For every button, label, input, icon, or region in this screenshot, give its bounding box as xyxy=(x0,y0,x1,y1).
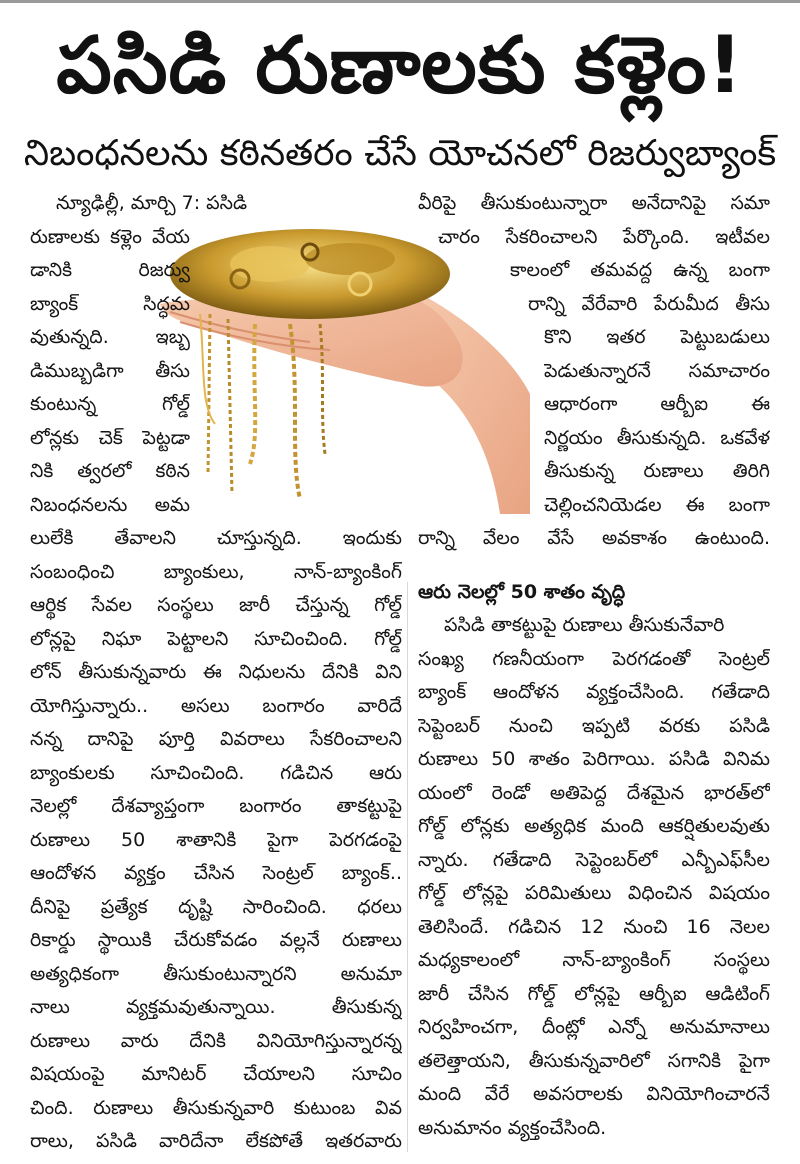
section-heading: ఆరు నెలల్లో 50 శాతం వృద్ధి xyxy=(418,580,626,603)
column1-line: చింది. రుణాలు తీసుకున్నవారి కుటుంబ వివ xyxy=(30,1096,402,1119)
column1-line: న్యూఢిల్లీ, మార్చి 7: పసిడి xyxy=(56,192,248,214)
column2-line: వీరిపై తీసుకుంటున్నారా అనేదానిపై సమా xyxy=(418,192,770,214)
column2-line: కాలంలో తమవద్ద ఉన్న బంగా xyxy=(510,259,770,281)
column2-line: గోల్డ్ లోన్లకు అత్యధిక మంది ఆకర్షితులవుతు xyxy=(418,815,770,837)
column1-line: డిముబ్బడిగా తీసు xyxy=(30,359,190,382)
column2-line: కొని ఇతర పెట్టుబడులు xyxy=(544,326,770,348)
column2-line: పసిడి తాకట్టుపై రుణాలు తీసుకునేవారి xyxy=(444,614,725,636)
column2-line: అనుమానం వ్యక్తంచేసింది. xyxy=(418,1116,607,1139)
column1-line: విషయంపై మానిటర్ చేయాలని సూచిం xyxy=(30,1063,402,1085)
column1-line: నికి త్వరలో కఠిన xyxy=(30,460,190,482)
article-column-2 xyxy=(418,187,770,1145)
column2-line: నిర్ణయం తీసుకున్నది. ఒకవేళ xyxy=(544,426,770,449)
column2-line: మధ్యకాలంలో నాన్-బ్యాంకింగ్ సంస్థలు xyxy=(418,949,770,971)
column2-line: చారం సేకరించాలని పేర్కొంది. ఇటీవల xyxy=(438,225,770,248)
column1-line: నాలు వ్యక్తమవుతున్నాయి. తీసుకున్న xyxy=(30,996,402,1018)
column1-line: నన్న దానిపై పూర్తి వివరాలు సేకరించాలని xyxy=(30,728,402,750)
column2-line: పెడుతున్నారనే సమాచారం xyxy=(544,359,770,382)
headline: పసిడి రుణాలకు కళ్లెం! xyxy=(56,21,744,111)
subheadline: నిబంధనలను కఠినతరం చేసే యోచనలో రిజర్వుబ్యాంక్ xyxy=(23,133,777,174)
column2-line: సెప్టెంబర్ నుంచి ఇప్పటి వరకు పసిడి xyxy=(418,714,770,737)
column2-line: తెలిసిందే. గడిచిన 12 నుంచి 16 నెలల xyxy=(418,915,770,938)
column2-line: జారీ చేసిన గోల్డ్ లోన్లపై ఆర్బీఐ ఆడిటింగ్ xyxy=(418,982,770,1005)
column2-line: న్నారు. గతేడాది సెప్టెంబర్‌లో ఎన్బీఎఫ్‌సీల xyxy=(418,848,770,871)
column1-line: రాలు, పసిడి వారిదేనా లేకపోతే ఇతరవారు xyxy=(30,1130,402,1152)
column1-line: సంబంధించి బ్యాంకులు, నాన్-బ్యాంకింగ్ xyxy=(30,560,402,583)
column1-line: లులేకి తేవాలని చూస్తున్నది. ఇందుకు xyxy=(30,527,402,549)
column2-line: సంఖ్య గణనీయంగా పెరగడంతో సెంట్రల్ xyxy=(418,647,770,670)
column1-line: ఆర్థిక సేవల సంస్థలు జారీ చేస్తున్న గోల్డ్ xyxy=(30,594,402,616)
column1-line: బ్యాంక్ సిద్ధమ xyxy=(30,292,190,315)
column1-line: లోన్ తీసుకున్నవారు ఈ నిధులను దేనికి విని xyxy=(30,661,402,683)
column-divider xyxy=(407,582,408,1152)
column1-line: రుణాలు వారు దేనికి వినియోగిస్తున్నారన్న xyxy=(30,1029,402,1052)
column1-line: నిబంధనలను అమ xyxy=(30,493,190,516)
column1-line: రుణాలు 50 శాతానికి పైగా పెరగడంపై xyxy=(30,828,402,851)
column1-line: డానికి రిజర్వు xyxy=(30,259,190,281)
column1-line: దీనిపై ప్రత్యేక దృష్టి సారించింది. ధరలు xyxy=(30,895,402,918)
column2-line: యంలో రెండో అతిపెద్ద దేశమైన భారత్‌లో xyxy=(418,781,770,804)
column2-line: గోల్డ్ లోన్లపై పరిమితులు విధించిన విషయం xyxy=(418,882,770,904)
column1-line: కుంటున్న గోల్డ్ xyxy=(30,393,190,415)
column1-line: నెలల్లో దేశవ్యాప్తంగా బంగారం తాకట్టుపై xyxy=(30,795,402,817)
column2-line: చెల్లించనియెడల ఈ బంగా xyxy=(544,493,770,516)
column2-line: మంది వేరే అవసరాలకు వినియోగించారనే xyxy=(418,1083,770,1105)
column2-line: ఆధారంగా ఆర్బీఐ ఈ xyxy=(544,393,770,415)
column1-line: అత్యధికంగా తీసుకుంటున్నారని అనుమా xyxy=(30,962,402,985)
column2-line: రాన్ని వేలం వేసే అవకాశం ఉంటుంది. xyxy=(418,527,770,549)
column1-line: రుణాలకు కళ్లెం వేయ xyxy=(30,225,190,248)
column2-line: రాన్ని వేరేవారి పేరుమీద తీసు xyxy=(528,292,770,315)
column1-line: వుతున్నది. ఇబ్బ xyxy=(30,326,190,348)
column1-line: యోగిస్తున్నారు.. అసలు బంగారం వారిదే xyxy=(30,694,402,717)
column1-line: లోన్లకు చెక్ పెట్టడా xyxy=(30,426,190,449)
column2-line: నిర్వహించగా, దీంట్లో ఎన్నో అనుమానాలు xyxy=(418,1016,770,1038)
column2-line: తీసుకున్న రుణాలు తిరిగి xyxy=(544,460,770,482)
column1-line: రికార్డు స్థాయికి చేరుకోవడం వల్లనే రుణాలు xyxy=(30,929,402,951)
article-column-1 xyxy=(30,187,402,1159)
column1-line: ఆందోళన వ్యక్తం చేసిన సెంట్రల్ బ్యాంక్.. xyxy=(30,862,402,884)
top-rule xyxy=(0,0,800,3)
column1-line: బ్యాంకులకు సూచించింది. గడిచిన ఆరు xyxy=(30,761,402,784)
column1-line: లోన్లపై నిఘా పెట్టాలని సూచించింది. గోల్డ్ xyxy=(30,627,402,650)
column2-line: బ్యాంక్ ఆందోళన వ్యక్తంచేసింది. గతేడాది xyxy=(418,681,770,703)
column2-line: తలెత్తాయని, తీసుకున్నవారిలో సగానికి పైగా xyxy=(418,1049,770,1072)
column2-line: రుణాలు 50 శాతం పెరిగాయి. పసిడి వినిమ xyxy=(418,748,770,770)
